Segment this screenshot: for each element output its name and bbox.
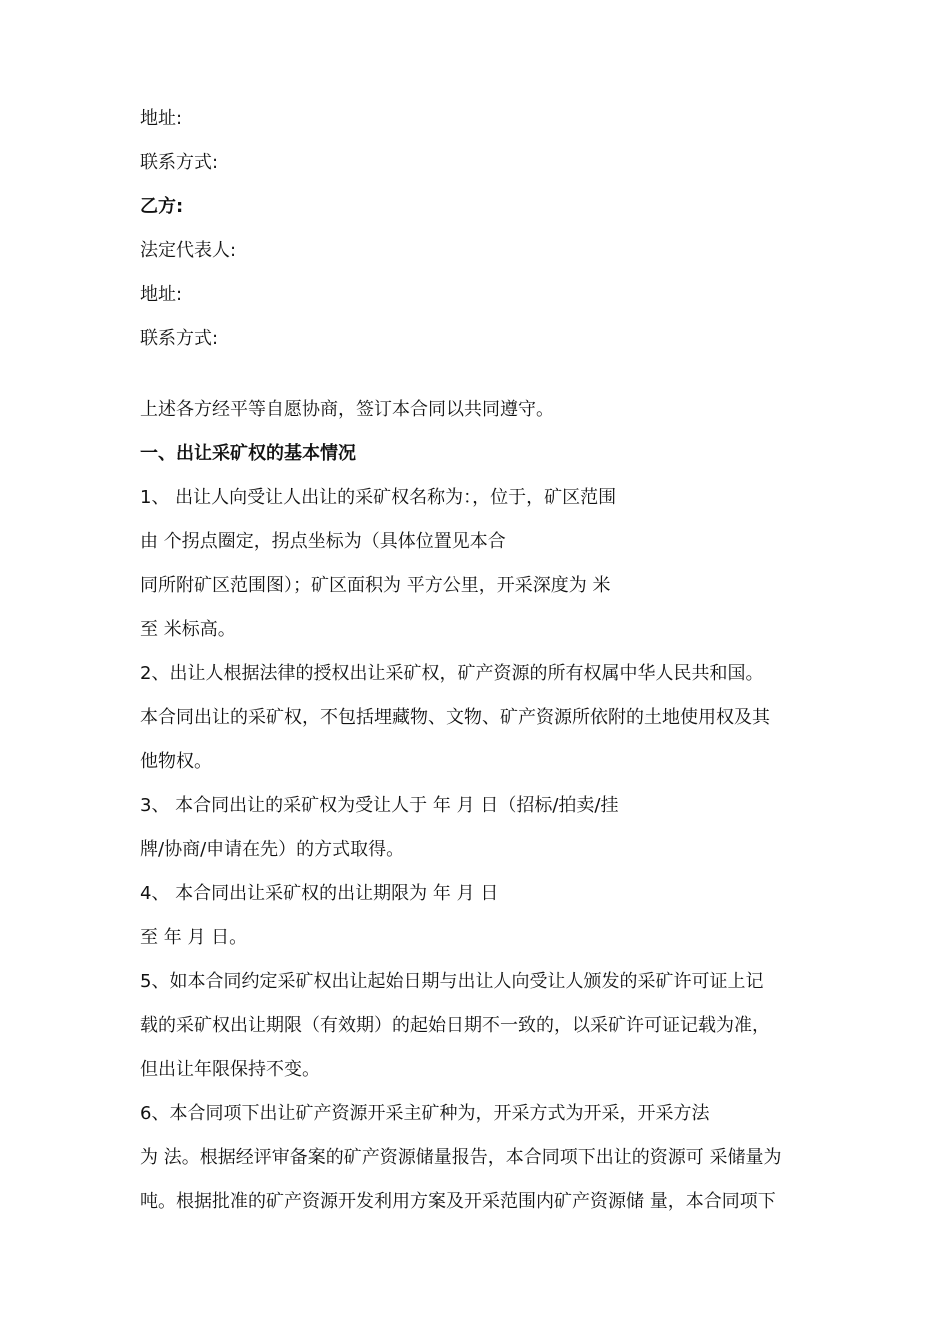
body-line: 2、出让人根据法律的授权出让采矿权，矿产资源的所有权属中华人民共和国。 bbox=[140, 663, 764, 684]
body-line: 至 年 月 日。 bbox=[140, 927, 248, 948]
body-line: 同所附矿区范围图）；矿区面积为 平方公里，开采深度为 米 bbox=[140, 575, 611, 596]
party-a-contact-label: 联系方式: bbox=[140, 152, 219, 173]
party-b-address-label: 地址: bbox=[140, 284, 183, 305]
party-b-legal-rep-label: 法定代表人: bbox=[140, 240, 237, 261]
body-line: 但出让年限保持不变。 bbox=[140, 1059, 320, 1080]
body-line: 5、如本合同约定采矿权出让起始日期与出让人向受让人颁发的采矿许可证上记 bbox=[140, 971, 764, 992]
body-line: 6、本合同项下出让矿产资源开采主矿种为，开采方式为开采，开采方法 bbox=[140, 1103, 710, 1124]
body-line: 本合同出让的采矿权，不包括埋藏物、文物、矿产资源所依附的土地使用权及其 bbox=[140, 707, 770, 728]
body-line: 载的采矿权出让期限（有效期）的起始日期不一致的，以采矿许可证记载为准， bbox=[140, 1015, 770, 1036]
body-line: 牌/协商/申请在先）的方式取得。 bbox=[140, 839, 405, 860]
body-line: 4、 本合同出让采矿权的出让期限为 年 月 日 bbox=[140, 883, 499, 904]
party-b-title: 乙方: bbox=[140, 196, 184, 217]
body-line: 至 米标高。 bbox=[140, 619, 236, 640]
body-line: 为 法。根据经评审备案的矿产资源储量报告，本合同项下出让的资源可 采储量为 bbox=[140, 1147, 782, 1168]
section-1-heading: 一、出让采矿权的基本情况 bbox=[140, 443, 356, 464]
body-line: 他物权。 bbox=[140, 751, 212, 772]
preamble-paragraph: 上述各方经平等自愿协商，签订本合同以共同遵守。 bbox=[140, 399, 554, 420]
party-a-address-label: 地址: bbox=[140, 108, 183, 129]
body-line: 吨。根据批准的矿产资源开发利用方案及开采范围内矿产资源储 量，本合同项下 bbox=[140, 1191, 776, 1212]
body-line: 3、 本合同出让的采矿权为受让人于 年 月 日（招标/拍卖/挂 bbox=[140, 795, 619, 816]
body-line: 1、 出让人向受让人出让的采矿权名称为：，位于，矿区范围 bbox=[140, 487, 617, 508]
body-line: 由 个拐点圈定，拐点坐标为（具体位置见本合 bbox=[140, 531, 506, 552]
party-b-contact-label: 联系方式: bbox=[140, 328, 219, 349]
